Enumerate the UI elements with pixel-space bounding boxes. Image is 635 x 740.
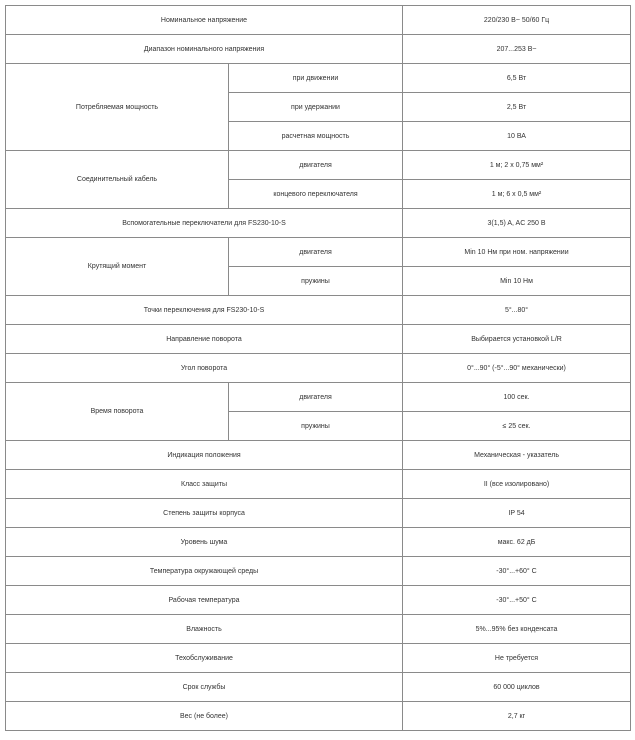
table-row (6, 702, 631, 731)
row-value: 2,7 кг (403, 702, 631, 731)
row-value: Выбирается установкой L/R (403, 325, 631, 354)
sub-label: пружины (229, 412, 403, 441)
row-value: 10 ВА (403, 122, 631, 151)
group-label: Потребляемая мощность (6, 64, 229, 151)
row-value: Не требуется (403, 644, 631, 673)
row-value: II (все изолировано) (403, 470, 631, 499)
row-value: 60 000 циклов (403, 673, 631, 702)
row-value: 0°...90° (-5°...90° механически) (403, 354, 631, 383)
row-label: Диапазон номинального напряжения (6, 35, 403, 64)
row-value: IP 54 (403, 499, 631, 528)
row-value: 1 м; 6 x 0,5 мм² (403, 180, 631, 209)
row-label: Рабочая температура (6, 586, 403, 615)
table-row (6, 586, 631, 615)
table-row (6, 238, 631, 267)
row-label: Точки переключения для FS230-10-S (6, 296, 403, 325)
row-label: Степень защиты корпуса (6, 499, 403, 528)
sub-label: двигателя (229, 383, 403, 412)
table-row (6, 470, 631, 499)
row-label: Уровень шума (6, 528, 403, 557)
table-row (6, 35, 631, 64)
row-value: 3(1,5) A, AC 250 В (403, 209, 631, 238)
group-label: Крутящий момент (6, 238, 229, 296)
row-value: 5%...95% без конденсата (403, 615, 631, 644)
table-row (6, 325, 631, 354)
row-value: макс. 62 дБ (403, 528, 631, 557)
row-value: Механическая - указатель (403, 441, 631, 470)
row-value: 6,5 Вт (403, 64, 631, 93)
table-row (6, 557, 631, 586)
row-value: Min 10 Нм (403, 267, 631, 296)
row-value: Min 10 Нм при ном. напряжении (403, 238, 631, 267)
row-label: Номинальное напряжение (6, 6, 403, 35)
row-value: -30°...+60° C (403, 557, 631, 586)
table-row (6, 296, 631, 325)
table-row (6, 528, 631, 557)
table-row (6, 6, 631, 35)
row-value: 207...253 В~ (403, 35, 631, 64)
row-label: Индикация положения (6, 441, 403, 470)
table-row (6, 644, 631, 673)
row-label: Техобслуживание (6, 644, 403, 673)
row-label: Влажность (6, 615, 403, 644)
row-label: Угол поворота (6, 354, 403, 383)
sub-label: двигателя (229, 151, 403, 180)
table-row (6, 383, 631, 412)
group-label: Соединительный кабель (6, 151, 229, 209)
sub-label: двигателя (229, 238, 403, 267)
table-row (6, 673, 631, 702)
sub-label: расчетная мощность (229, 122, 403, 151)
table-row (6, 499, 631, 528)
table-row (6, 441, 631, 470)
row-value: ≤ 25 сек. (403, 412, 631, 441)
table-row (6, 151, 631, 180)
sub-label: при движении (229, 64, 403, 93)
row-label: Вспомогательные переключатели для FS230-10-S (6, 209, 403, 238)
table-row (6, 615, 631, 644)
spec-table (5, 5, 631, 731)
sub-label: пружины (229, 267, 403, 296)
row-value: 100 сек. (403, 383, 631, 412)
sub-label: при удержании (229, 93, 403, 122)
row-value: 220/230 В~ 50/60 Гц (403, 6, 631, 35)
row-value: -30°...+50° C (403, 586, 631, 615)
sub-label: концевого переключателя (229, 180, 403, 209)
row-label: Направление поворота (6, 325, 403, 354)
row-label: Срок службы (6, 673, 403, 702)
row-label: Вес (не более) (6, 702, 403, 731)
row-value: 5°...80° (403, 296, 631, 325)
table-row (6, 354, 631, 383)
row-label: Класс защиты (6, 470, 403, 499)
group-label: Время поворота (6, 383, 229, 441)
row-value: 2,5 Вт (403, 93, 631, 122)
row-label: Температура окружающей среды (6, 557, 403, 586)
table-row (6, 64, 631, 93)
table-row (6, 209, 631, 238)
row-value: 1 м; 2 x 0,75 мм² (403, 151, 631, 180)
